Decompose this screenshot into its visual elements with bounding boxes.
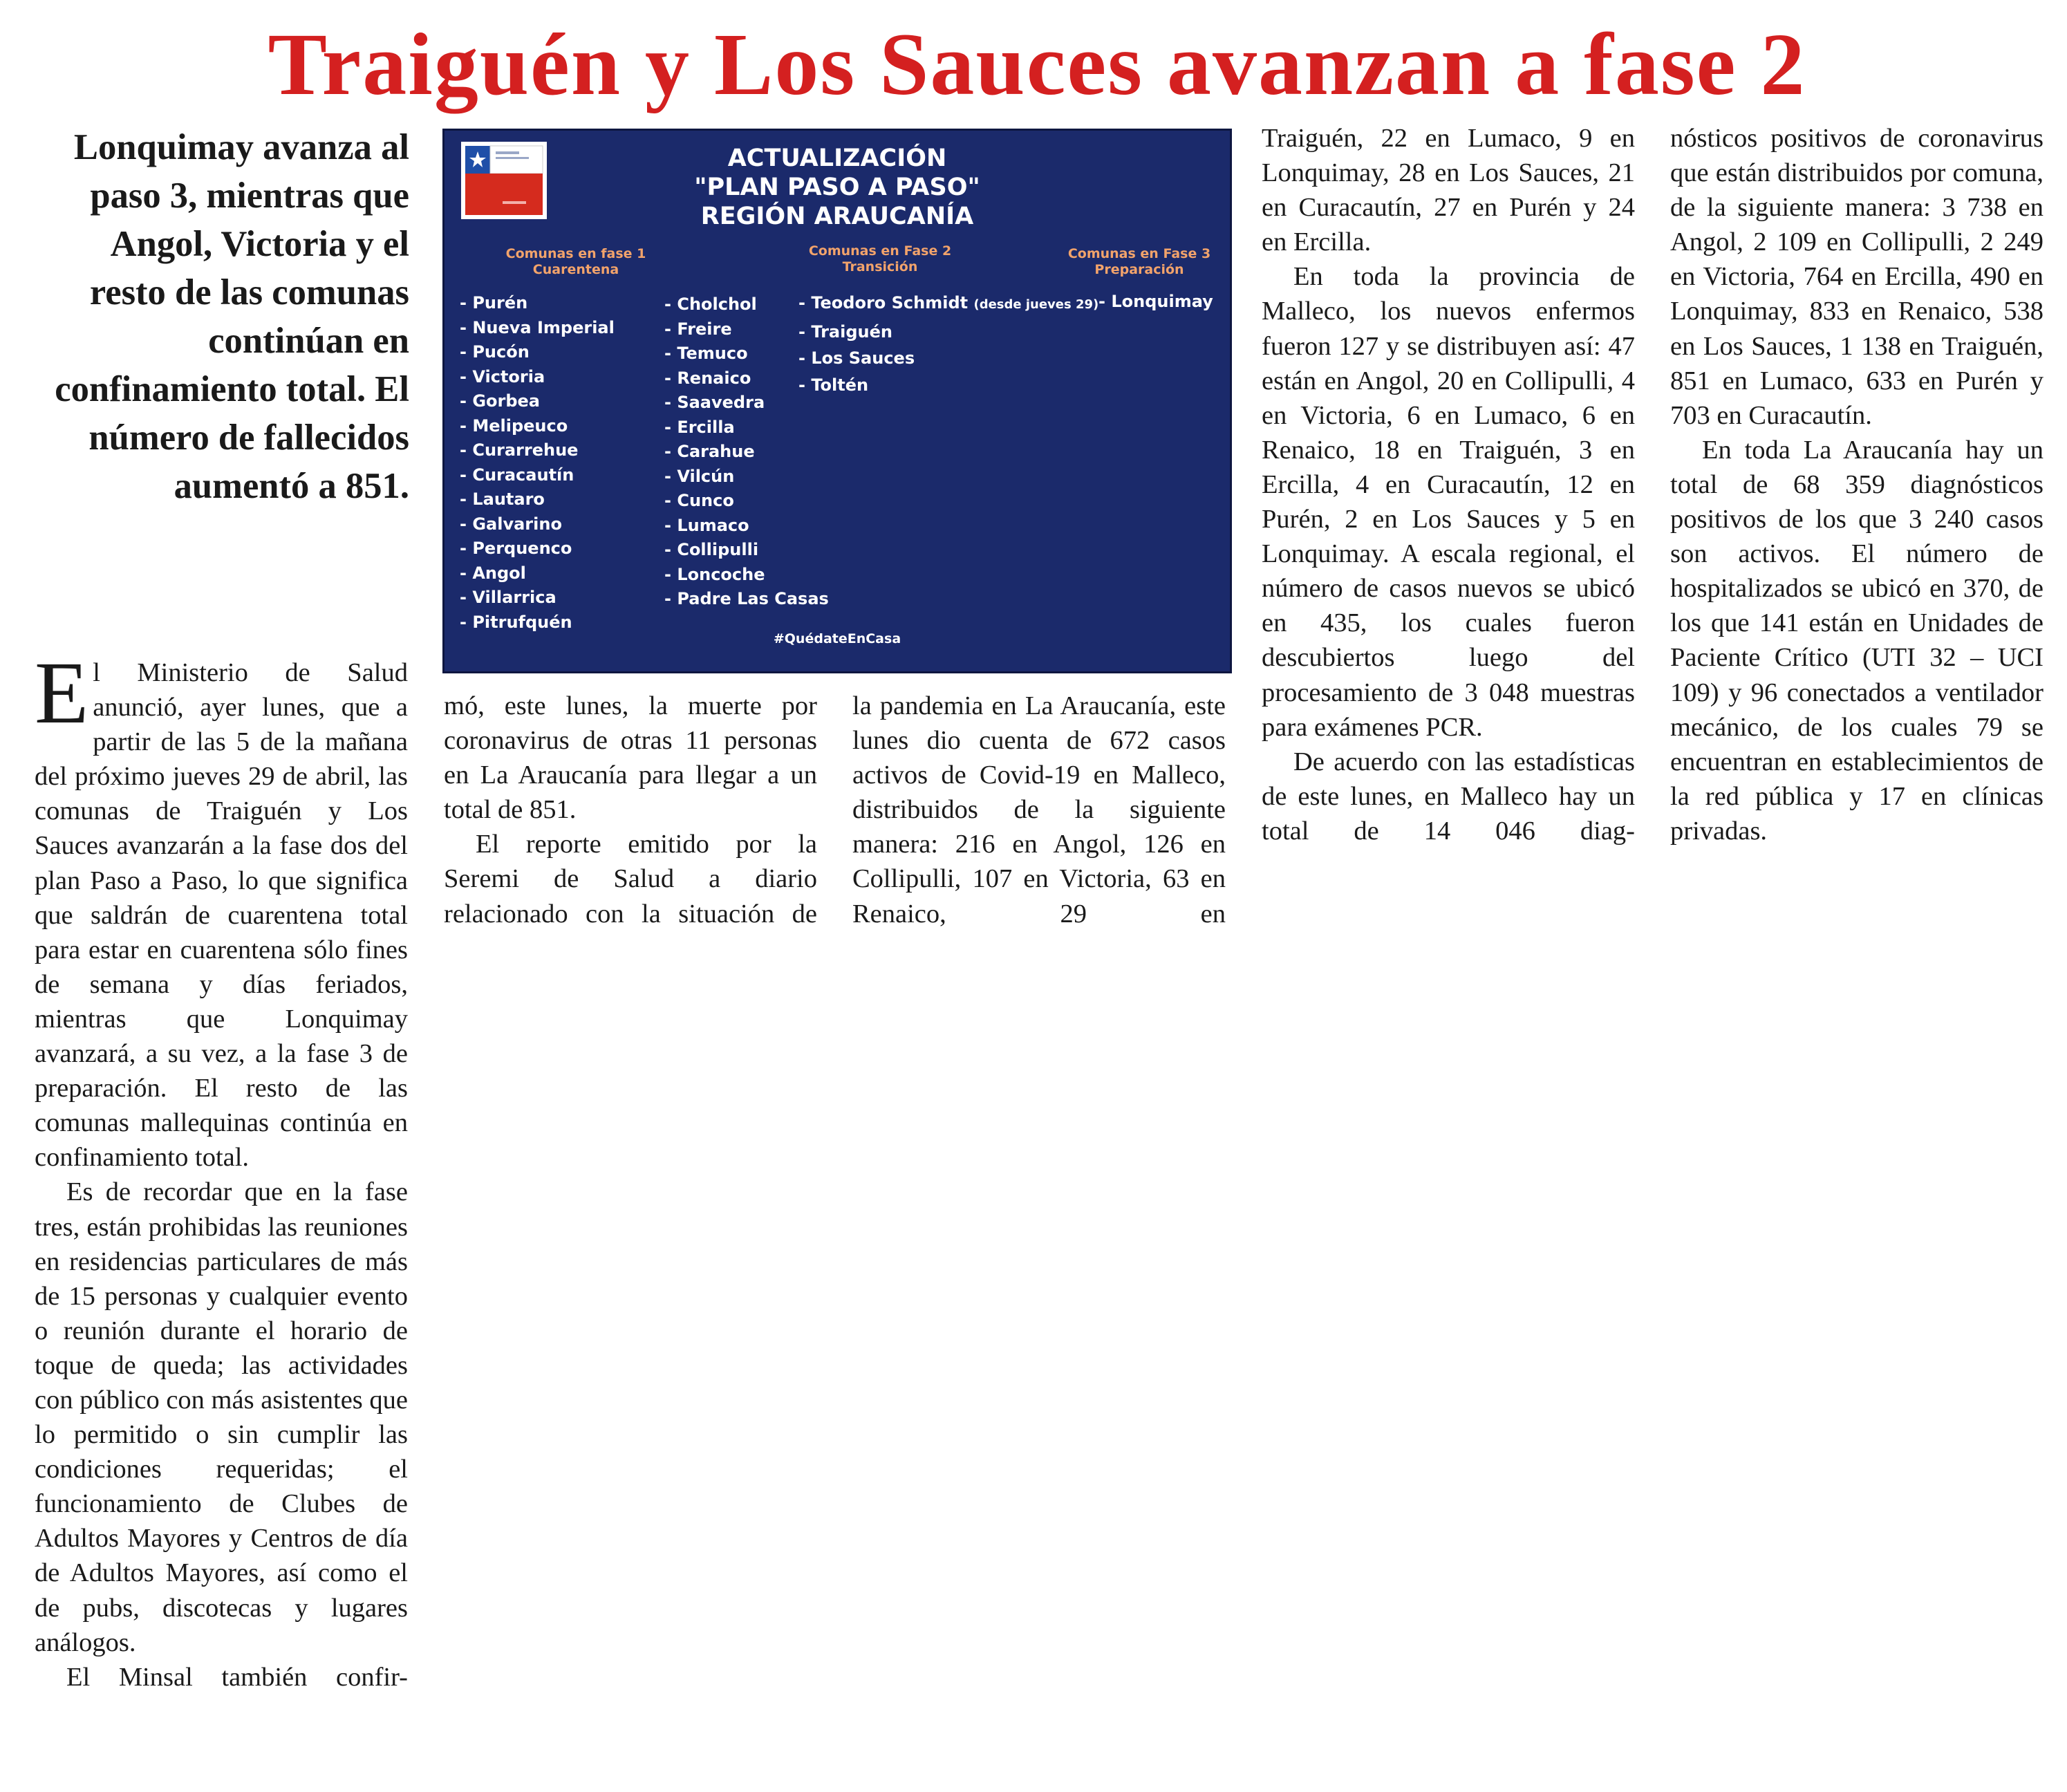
commune-item: - Traiguén	[798, 319, 1098, 346]
article-column-1	[35, 644, 408, 1695]
article-column-3	[852, 689, 1226, 931]
commune-item: - Gorbea	[460, 389, 615, 414]
commune-item: - Lautaro	[460, 487, 615, 512]
commune-item: - Ercilla	[664, 416, 829, 440]
article-column-4	[1262, 121, 1635, 848]
phase-3-list	[1098, 290, 1213, 315]
infographic-title-line-3: REGIÓN ARAUCANÍA	[700, 203, 974, 230]
phase-2-label: Comunas en Fase 2 Transición	[808, 243, 952, 274]
commune-item: - Cunco	[664, 489, 829, 514]
phase-1-list-a	[460, 291, 615, 635]
phase-1-label: Comunas en fase 1 Cuarentena	[505, 246, 646, 277]
paragraph: Traiguén, 22 en Lumaco, 9 en Lonquimay, 28 en Los Sauces, 21 en Curacautín, 27 en Purén y 24 en Ercilla.	[1262, 124, 1635, 257]
commune-item: - Vilcún	[664, 465, 829, 489]
commune-item: - Padre Las Casas	[664, 587, 829, 612]
commune-item: - Perquenco	[460, 536, 615, 561]
commune-item: - Pucón	[460, 340, 615, 365]
headline: Traiguén y Los Sauces avanzan a fase 2	[268, 15, 1806, 113]
commune-item: - Freire	[664, 317, 829, 342]
commune-item: - Temuco	[664, 342, 829, 366]
paragraph: En toda la provincia de Malleco, los nuevos enfermos fueron 127 y se distribuyen así: 47 están en Angol, 20 en Collipulli, 4 en Victoria, 6 en Lumaco, 6 en Renaico, 18 en Traiguén, 3 en Ercilla, 4 en Curacautín, 12 en Purén, 2 en Los Sauces y 5 en Lonquimay. A escala regional, el número de casos nuevos se ubicó en 435, los cuales fueron descubiertos luego del procesamiento de 3 048 muestras para exámenes PCR.	[1262, 262, 1635, 742]
paragraph: mó, este lunes, la muerte por coronavirus de otras 11 personas en La Araucanía para llegar a un total de 851.	[444, 691, 817, 825]
hashtag: #QuédateEnCasa	[773, 631, 901, 646]
paragraph: la pandemia en La Araucanía, este lunes dio cuenta de 672 casos activos de Covid-19 en Malleco, distribuidos de la siguiente manera: 216 en Angol, 126 en Collipulli, 107 en Victoria, 63 en Renaico, 29 en	[852, 691, 1226, 928]
drop-cap: E	[35, 644, 89, 742]
commune-name: Teodoro Schmidt	[811, 293, 969, 312]
paragraph: El reporte emitido por la Seremi de Salud a diario relacionado con la situación de	[444, 830, 817, 928]
article-column-2	[444, 689, 817, 931]
paragraph: nósticos positivos de coronavirus que están distribuidos por comuna, de la siguiente manera: 3 738 en Angol, 2 109 en Collipulli, 2 249 en Victoria, 764 en Ercilla, 490 en Lonquimay, 833 en Renaico, 538 en Los Sauces, 1 138 en Traiguén, 851 en Lumaco, 633 en Purén y 703 en Curacautín.	[1670, 124, 2043, 430]
commune-item: - Nueva Imperial	[460, 316, 615, 341]
infographic-title-line-1: ACTUALIZACIÓN	[727, 144, 947, 172]
commune-item: - Villarrica	[460, 586, 615, 610]
commune-item: - Victoria	[460, 365, 615, 390]
paragraph: Es de recordar que en la fase tres, están prohibidas las reuniones en residencias particulares de más de 15 personas y cualquier evento o reunión durante el horario de toque de queda; las actividades con público con más asistentes que lo permitido o sin cumplir las condiciones requeridas; el funcionamiento de Clubes de Adultos Mayores y Centros de día de Adultos Mayores, así como el de pubs, discotecas y lugares análogos.	[35, 1177, 408, 1657]
commune-item: - Lumaco	[664, 514, 829, 539]
commune-item: - Los Sauces	[798, 345, 1098, 372]
deck-subheadline: Lonquimay avanza al paso 3, mientras que Angol, Victoria y el resto de las comunas continúan en confinamiento total. El número de fallecidos aumentó a 851.	[55, 127, 409, 506]
commune-item: - Galvarino	[460, 512, 615, 537]
phase-2-list	[798, 290, 1098, 398]
paragraph: De acuerdo con las estadísticas de este lunes, en Malleco hay un total de 14 046 diag-	[1262, 747, 1635, 846]
commune-item: - Curacautín	[460, 463, 615, 488]
commune-item: - Pitrufquén	[460, 610, 615, 635]
commune-item: - Lonquimay	[1098, 290, 1213, 315]
commune-item: - Loncoche	[664, 563, 829, 588]
commune-item: - Saavedra	[664, 391, 829, 416]
commune-item: - Cholchol	[664, 292, 829, 317]
article-column-5	[1670, 121, 2043, 848]
infographic	[442, 129, 1232, 673]
commune-item: - Curarrehue	[460, 438, 615, 463]
commune-item	[798, 290, 1098, 319]
paragraph-text: l Ministerio de Salud anunció, ayer lunes, que a partir de las 5 de la mañana del próximo jueves 29 de abril, las comunas de Traiguén y Los Sauces avanzarán a la fase dos del plan Paso a Paso, lo que significa que saldrán de cuarentena total para estar en cuarentena sólo fines de semana y días feriados, mientras que Lonquimay avanzará, a su vez, a la fase 3 de preparación. El resto de las comunas mallequinas continúa en confinamiento total.	[35, 658, 408, 1173]
commune-item: - Angol	[460, 561, 615, 586]
paragraph: En toda La Araucanía hay un total de 68 359 diagnósticos positivos de los que 3 240 casos son activos. El número de hospitalizados se ubicó en 370, de los que 141 están en Unidades de Paciente Crítico (UTI 32 – UCI 109) y 96 conectados a ventilador mecánico, de los cuales 79 se encuentran en establecimientos de la red pública y 17 en clínicas privadas.	[1670, 435, 2043, 846]
phase-3-label: Comunas en Fase 3 Preparación	[1067, 246, 1211, 277]
commune-note: (desde jueves 29)	[973, 297, 1099, 312]
paragraph: El Minsal también confir-	[66, 1662, 408, 1692]
commune-item: - Collipulli	[664, 538, 829, 563]
paragraph	[35, 644, 408, 1175]
commune-item: - Carahue	[664, 440, 829, 465]
infographic-title-line-2: "PLAN PASO A PASO"	[694, 174, 980, 201]
commune-item: - Renaico	[664, 366, 829, 391]
commune-item: - Toltén	[798, 372, 1098, 399]
commune-item: - Purén	[460, 291, 615, 316]
commune-item: - Melipeuco	[460, 414, 615, 439]
